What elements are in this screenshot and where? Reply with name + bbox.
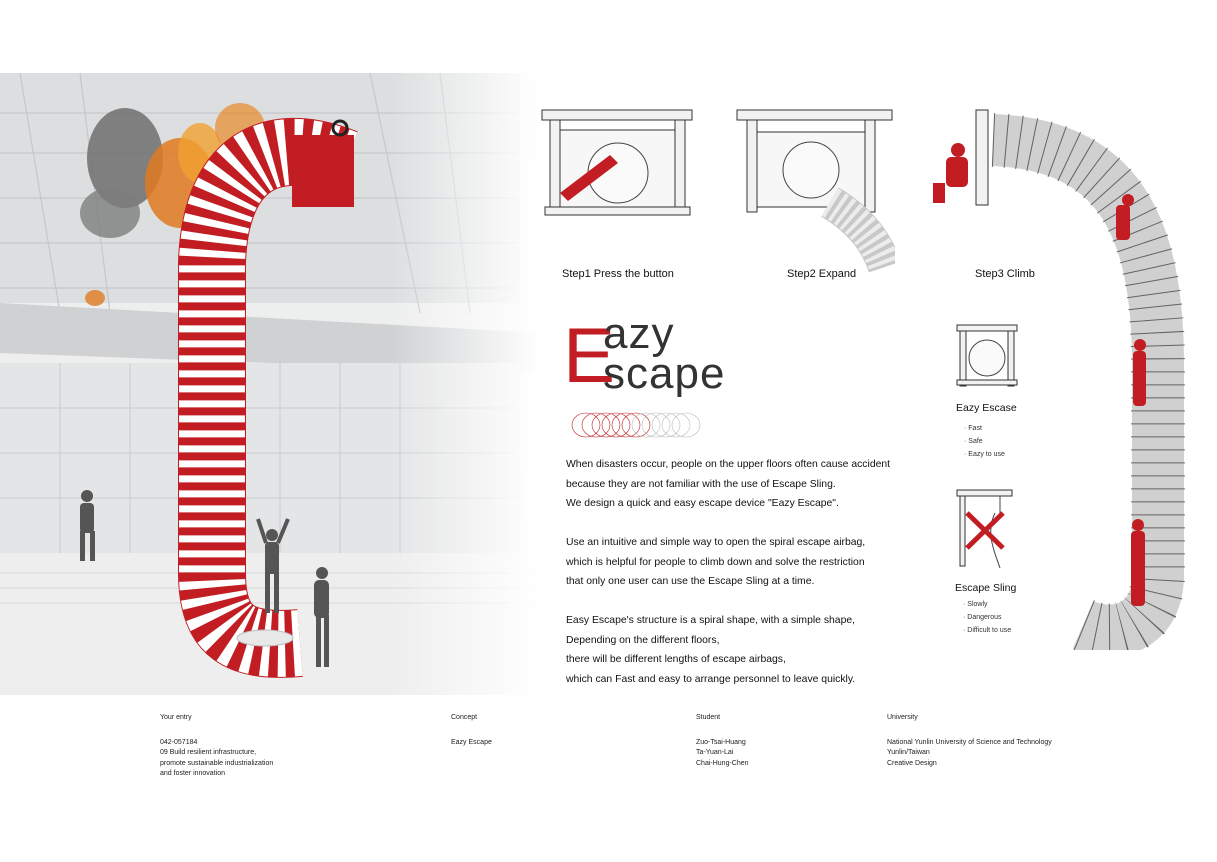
eazy-escape-icon [955, 320, 1020, 395]
list-item: · Fast [964, 422, 1005, 435]
footer-heading: Concept [451, 714, 478, 721]
footer-concept: Concept Eazy Escape [451, 714, 492, 746]
step1-label: Step1 Press the button [562, 268, 674, 280]
logo-word-azy: azy [603, 309, 675, 358]
list-item: · Dangerous [963, 611, 1011, 624]
list-item: · Safe [964, 435, 1005, 448]
list-item: · Slowly [963, 598, 1011, 611]
eazy-escape-features [964, 422, 1005, 461]
escape-sling-icon [955, 488, 1020, 578]
footer-entry: Your entry 042-057184 09 Build resilient infrastructure, promote sustainable industrialization and foster innovation [160, 714, 274, 777]
description-paragraph: When disasters occur, people on the upper floors often cause accident because they are not familiar with the use of Escape Sling. We design a quick and easy escape device "Eazy Escape". [566, 459, 891, 509]
description-paragraph: Use an intuitive and simple way to open the spiral escape airbag, which is helpful for people to climb down and solve the restriction that only one user can use the Escape Sling at a time. [566, 537, 866, 587]
footer-heading: Your entry [160, 714, 192, 721]
hero-illustration [0, 73, 540, 695]
logo-letter-e-top: E [563, 311, 616, 399]
logo-decoration [566, 411, 706, 444]
description-text [566, 455, 946, 709]
footer-heading: Student [696, 714, 721, 721]
step2-illustration [735, 107, 895, 277]
list-item: · Difficult to use [963, 624, 1011, 637]
step2-label: Step2 Expand [787, 268, 857, 280]
list-item: · Eazy to use [964, 448, 1005, 461]
footer-heading: University [887, 714, 918, 721]
logo-word-scape: scape [603, 349, 726, 398]
escape-sling-features [963, 598, 1011, 637]
footer-student: Student Zuo-Tsai-Huang Ta-Yuan-Lai Chai-Hung-Chen [696, 714, 749, 767]
eazy-escape-title: Eazy Escase [956, 402, 1017, 414]
footer-university: University National Yunlin University of Science and Technology Yunlin/Taiwan Creative Design [887, 714, 1052, 767]
step1-illustration [540, 105, 695, 235]
escape-sling-title: Escape Sling [955, 582, 1017, 594]
step3-label: Step3 Climb [975, 268, 1035, 280]
description-paragraph: Easy Escape's structure is a spiral shape, with a simple shape, Depending on the different floors, there will be different lengths of escape airbags, which can Fast and easy to arrange personnel to leave quickly. [566, 615, 856, 685]
